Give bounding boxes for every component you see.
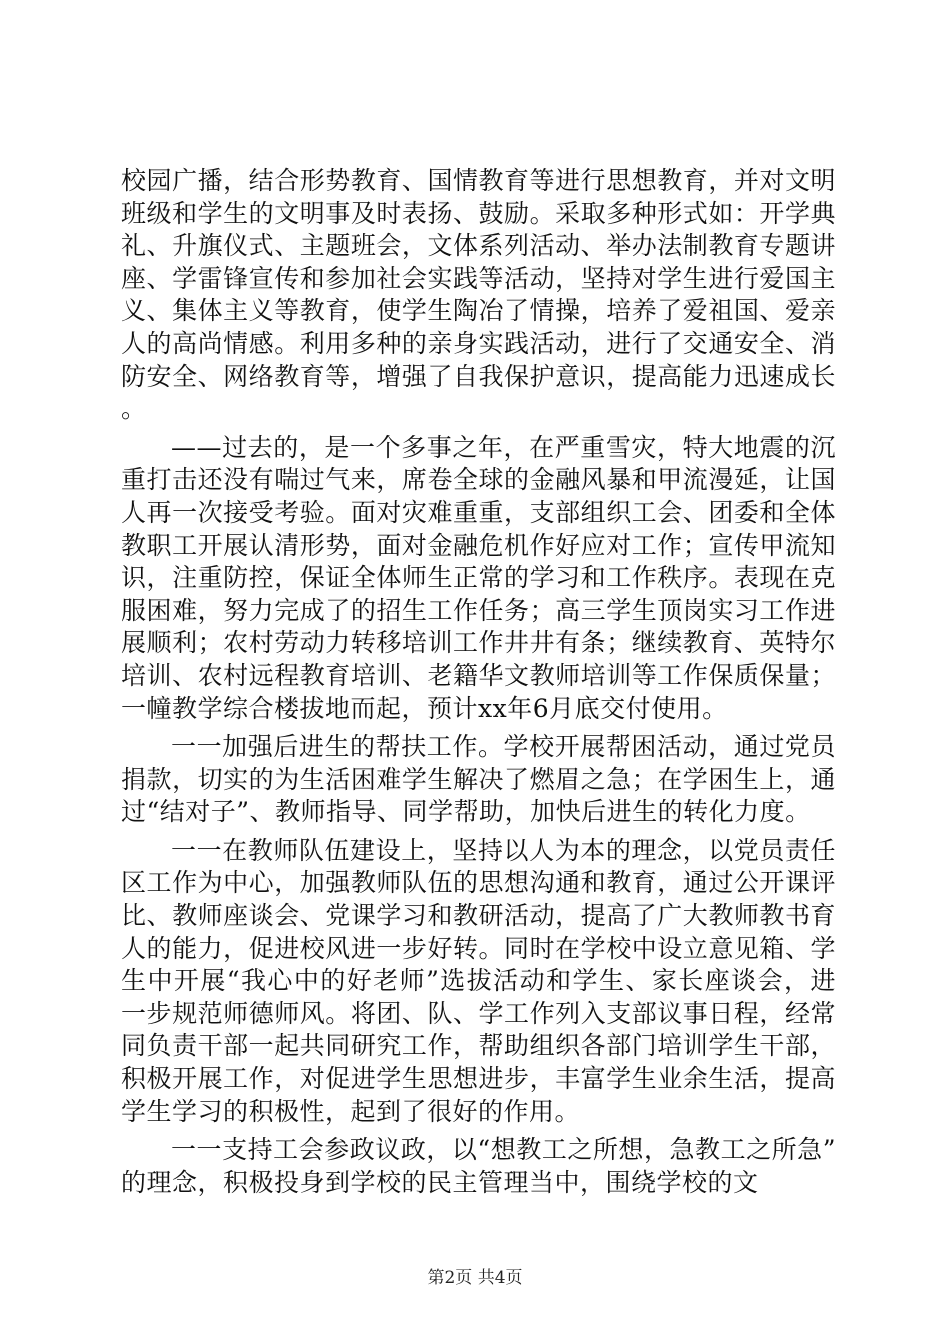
paragraph: 一一加强后进生的帮扶工作。学校开展帮困活动，通过党员捐款，切实的为生活困难学生解决了燃眉之急；在学困生上，通过“结对子”、教师指导、同学帮助，加快后进生的转化力度。 — [121, 732, 836, 827]
paragraph: 校园广播，结合形势教育、国情教育等进行思想教育，并对文明班级和学生的文明事及时表扬、鼓励。采取多种形式如：开学典礼、升旗仪式、主题班会，文体系列活动、举办法制教育专题讲座、学雷锋宣传和参加社会实践等活动，坚持对学生进行爱国主义、集体主义等教育，使学生陶冶了情操，培养了爱祖国、爱亲人的高尚情感。利用多种的亲身实践活动，进行了交通安全、消防安全、网络教育等，增强了自我保护意识，提高能力迅速成长。 — [121, 166, 836, 424]
document-body — [121, 165, 836, 1205]
paragraph: 一一在教师队伍建设上，坚持以人为本的理念，以党员责任区工作为中心，加强教师队伍的思想沟通和教育，通过公开课评比、教师座谈会、党课学习和教研活动，提高了广大教师教书育人的能力，促进校风进一步好转。同时在学校中设立意见箱、学生中开展“我心中的好老师”选拔活动和学生、家长座谈会，进一步规范师德师风。将团、队、学工作列入支部议事日程，经常同负责干部一起共同研究工作，帮助组织各部门培训学生干部，积极开展工作，对促进学生思想进步，丰富学生业余生活，提高学生学习的积极性，起到了很好的作用。 — [121, 835, 836, 1126]
page-number-label: 第2页 共4页 — [427, 1268, 523, 1288]
paragraph: 一一支持工会参政议政，以“想教工之所想，急教工之所急”的理念，积极投身到学校的民主管理当中，围绕学校的文 — [121, 1135, 836, 1197]
page-footer — [0, 1267, 950, 1289]
paragraph: ——过去的，是一个多事之年，在严重雪灾，特大地震的沉重打击还没有喘过气来，席卷全球的金融风暴和甲流漫延，让国人再一次接受考验。面对灾难重重，支部组织工会、团委和全体教职工开展认清形势，面对金融危机作好应对工作；宣传甲流知识，注重防控，保证全体师生正常的学习和工作秩序。表现在克服困难，努力完成了的招生工作任务；高三学生顶岗实习工作进展顺利；农村劳动力转移培训工作井井有条；继续教育、英特尔培训、农村远程教育培训、老籍华文教师培训等工作保质保量；一幢教学综合楼拔地而起，预计xx年6月底交付使用。 — [121, 432, 836, 723]
